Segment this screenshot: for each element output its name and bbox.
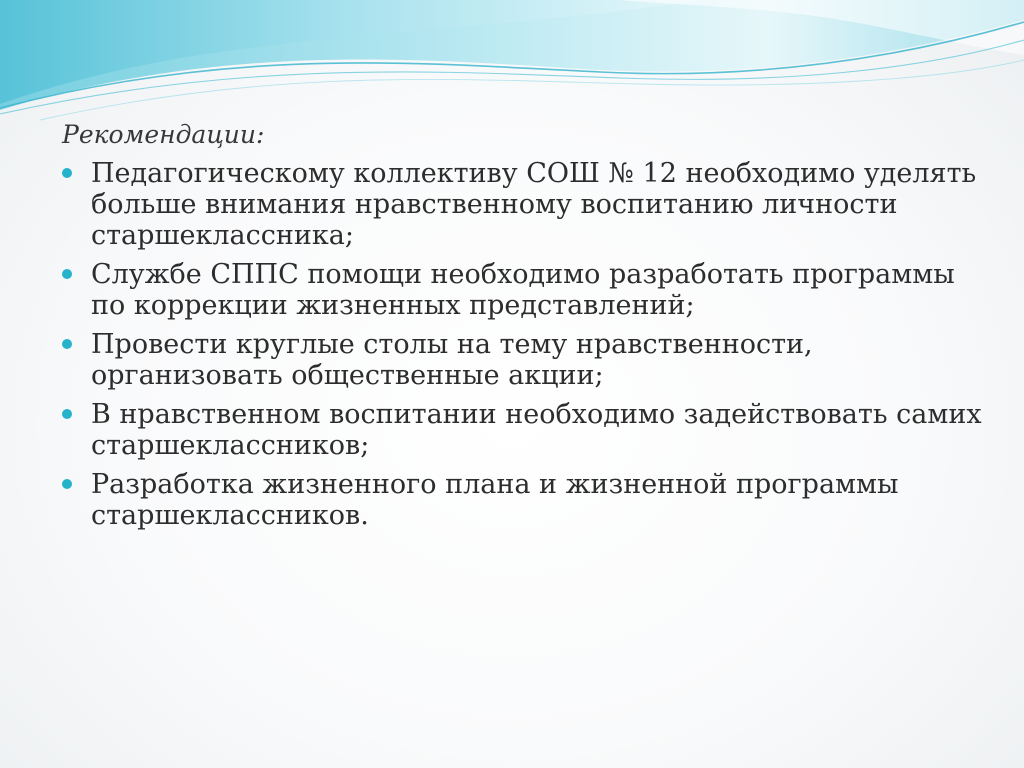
bullet-dot-icon (62, 409, 72, 419)
bullet-dot-icon (62, 269, 72, 279)
list-item (62, 259, 992, 321)
header-wave-decoration (0, 0, 1024, 130)
slide-content (62, 118, 992, 539)
list-item-text: Разработка жизненного плана и жизненной программы старшеклассников. (91, 469, 899, 531)
list-item (62, 329, 992, 391)
list-item (62, 399, 992, 461)
recommendations-list (62, 158, 992, 531)
list-item-text: В нравственном воспитании необходимо задействовать самих старшеклассников; (91, 399, 982, 461)
list-item (62, 469, 992, 531)
list-item (62, 158, 992, 251)
bullet-dot-icon (62, 479, 72, 489)
bullet-dot-icon (62, 168, 72, 178)
bullet-dot-icon (62, 339, 72, 349)
list-item-text: Провести круглые столы на тему нравственности, организовать общественные акции; (91, 329, 813, 391)
list-item-text: Педагогическому коллективу СОШ № 12 необходимо уделять больше внимания нравственному воспитанию личности старшеклассника; (91, 158, 977, 251)
slide-heading: Рекомендации: (62, 120, 265, 149)
list-item-text: Службе СППС помощи необходимо разработать программы по коррекции жизненных представлений; (91, 259, 955, 321)
